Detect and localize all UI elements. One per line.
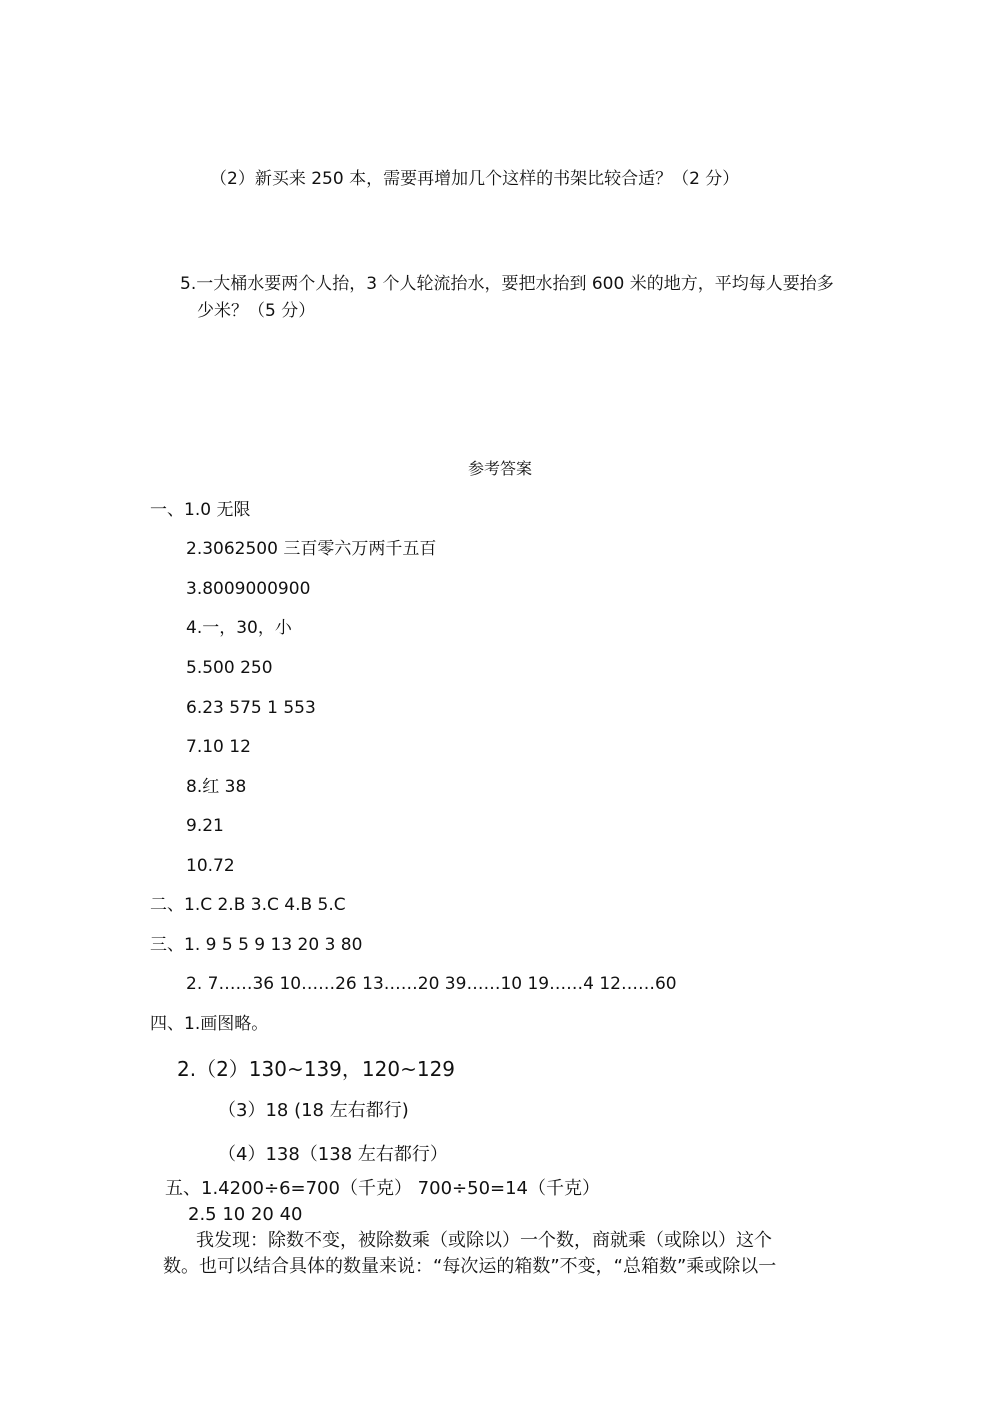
answer-3-1: 三、1. 9 5 5 9 13 20 3 80 xyxy=(150,935,363,955)
answer-1-9: 9.21 xyxy=(186,816,224,836)
answer-5-1: 五、1.4200÷6=700（千克） 700÷50=14（千克） xyxy=(165,1178,601,1199)
question-5-line-1: 5.一大桶水要两个人抬，3 个人轮流抬水，要把水抬到 600 米的地方，平均每人要抬多 xyxy=(180,274,834,294)
answer-1-10: 10.72 xyxy=(186,856,235,876)
answer-1-1: 一、1.0 无限 xyxy=(150,500,251,520)
answer-4-3: （3）18 (18 左右都行) xyxy=(218,1100,409,1121)
answer-1-8: 8.红 38 xyxy=(186,777,247,797)
question-4-2: （2）新买来 250 本，需要再增加几个这样的书架比较合适？（2 分） xyxy=(210,169,740,189)
answers-title: 参考答案 xyxy=(467,459,532,478)
answer-4-1: 四、1.画图略。 xyxy=(150,1014,269,1034)
answer-1-7: 7.10 12 xyxy=(186,737,251,757)
question-5-line-2: 少米？（5 分） xyxy=(197,301,316,321)
answer-4-4: （4）138（138 左右都行） xyxy=(218,1144,448,1165)
answer-4-2: 2.（2）130~139，120~129 xyxy=(177,1057,456,1081)
answer-1-5: 5.500 250 xyxy=(186,658,273,678)
answer-1-3: 3.8009000900 xyxy=(186,579,311,599)
answer-5-4: 数。也可以结合具体的数量来说：“每次运的箱数”不变，“总箱数”乘或除以一 xyxy=(163,1256,777,1277)
answer-1-2: 2.3062500 三百零六万两千五百 xyxy=(186,539,437,559)
answer-5-3: 我发现：除数不变，被除数乘（或除以）一个数，商就乘（或除以）这个 xyxy=(196,1230,772,1251)
answer-3-2: 2. 7……36 10……26 13……20 39……10 19……4 12……60 xyxy=(186,974,677,994)
answer-1-4: 4.一，30，小 xyxy=(186,618,292,638)
answer-1-6: 6.23 575 1 553 xyxy=(186,698,316,718)
answer-5-2: 2.5 10 20 40 xyxy=(188,1204,303,1225)
answer-2: 二、1.C 2.B 3.C 4.B 5.C xyxy=(150,895,346,915)
